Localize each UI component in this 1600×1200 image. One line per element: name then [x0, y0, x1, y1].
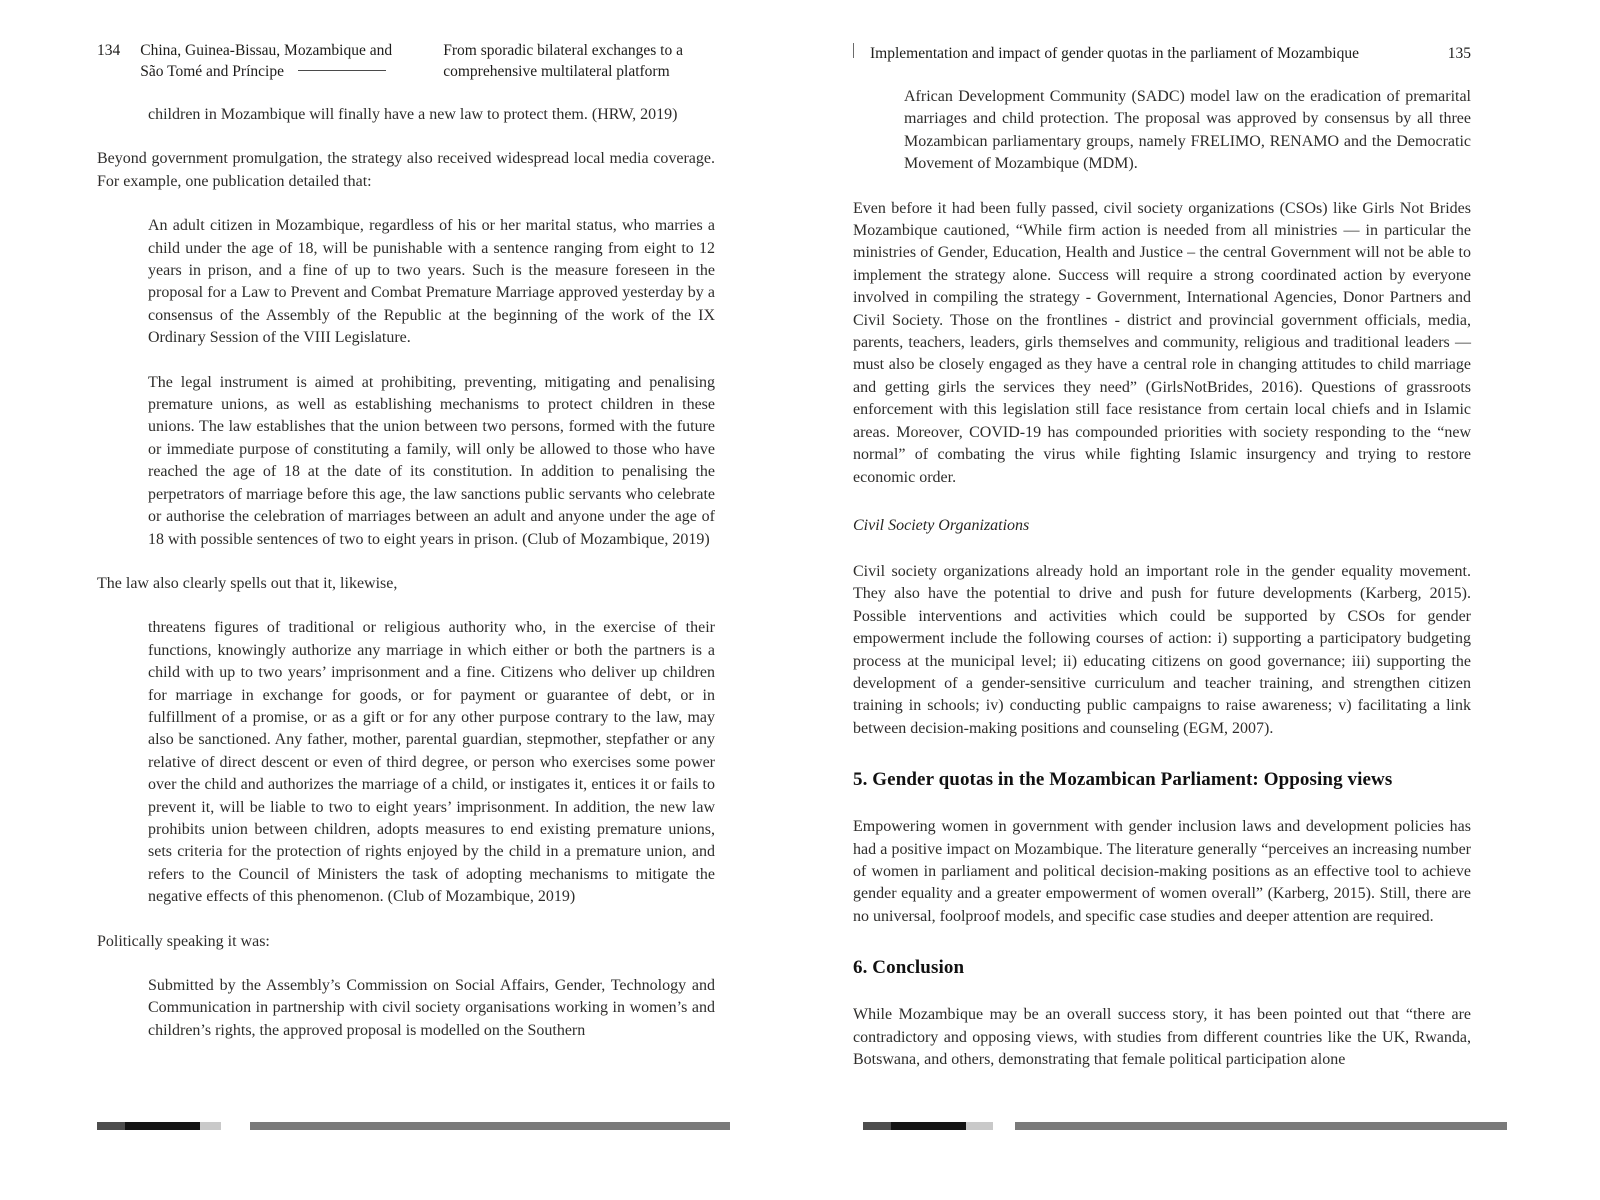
left-page-header: [97, 40, 715, 82]
header-divider-bar: [853, 43, 854, 58]
blockquote: An adult citizen in Mozambique, regardless of his or her marital status, who marries a child under the age of 18, will be punishable with a sentence ranging from eight to 12 years in prison, and a fine of up to two years. Such is the measure foreseen in the proposal for a Law to Prevent and Combat Premature Marriage approved yesterday by a consensus of the Assembly of the Republic at the beginning of the work of the IX Ordinary Session of the VIII Legislature.: [148, 217, 715, 347]
section-heading-6: 6. Conclusion: [853, 957, 965, 979]
paragraph: Empowering women in government with gender inclusion laws and development policies has had a positive impact on Mozambique. The literature generally “perceives an increasing number of women in parliament and political decision-making positions as an effective tool to achieve gender equality and a greater empowerment of women overall” (Karberg, 2015). Still, there are no universal, foolproof models, and specific case studies and deeper attention are required.: [853, 818, 1471, 925]
page-135: [853, 40, 1471, 1093]
page-number-left: 134: [97, 42, 121, 59]
footer-segment-light: [966, 1122, 993, 1130]
paragraph: The law also clearly spells out that it, likewise,: [97, 574, 398, 592]
running-title-right: Implementation and impact of gender quotas in the parliament of Mozambique: [870, 45, 1359, 62]
footer-segment-dark: [863, 1122, 891, 1130]
blockquote: African Development Community (SADC) model law on the eradication of premarital marriages and child protection. The proposal was approved by consensus by all three Mozambican parliamentary groups, namely FRELIMO, RENAMO and the Democratic Movement of Mozambique (MDM).: [904, 88, 1471, 173]
running-title-left: [140, 40, 405, 82]
paragraph: While Mozambique may be an overall success story, it has been pointed out that “there are contradictory and opposing views, with studies from different countries like the UK, Rwanda, Botswana, and others, demonstrating that female political participation alone: [853, 1006, 1471, 1068]
footer-segment-light: [200, 1122, 221, 1130]
footer-segment-dark: [97, 1122, 125, 1130]
footer-bar-right: [1015, 1122, 1507, 1130]
running-title-line1: China, Guinea-Bissau, Mozambique and: [140, 42, 393, 59]
section-heading-5: 5. Gender quotas in the Mozambican Parliament: Opposing views: [853, 769, 1393, 791]
footer-segment-black: [125, 1122, 200, 1130]
paragraph: Civil society organizations already hold an important role in the gender equality movement. They also have the potential to drive and push for future developments (Karberg, 2015). Possible interventions and activities which could be supported by CSOs for gender empowerment include the following courses of action: i) supporting a participatory budgeting process at the municipal level; ii) educating citizens on good governance; iii) supporting the development of a gender-sensitive curriculum and teacher training, and strengthen citizen training in schools; iv) conducting public campaigns to raise awareness; v) facilitating a link between decision-making positions and counseling (EGM, 2007).: [853, 562, 1471, 737]
running-title-line2: São Tomé and Príncipe: [140, 63, 284, 80]
quote-continuation: children in Mozambique will finally have a new law to protect them. (HRW, 2019): [148, 106, 678, 123]
footer-ornament-right-cluster: [863, 1122, 993, 1130]
subheading-civil-society-organizations: Civil Society Organizations: [853, 516, 1030, 534]
paragraph: Politically speaking it was:: [97, 932, 270, 950]
chapter-title-line2: comprehensive multilateral platform: [443, 63, 670, 80]
chapter-title: [443, 40, 683, 82]
chapter-title-line1: From sporadic bilateral exchanges to a: [443, 42, 683, 59]
page-134: [97, 40, 715, 1064]
paragraph: Even before it had been fully passed, civil society organizations (CSOs) like Girls Not Brides Mozambique cautioned, “While firm action is needed from all ministries — in particular the ministries of Gender, Education, Health and Justice – the central Government will not be able to implement the strategy alone. Success will require a strong coordinated action by everyone involved in compiling the strategy - Government, International Agencies, Donor Partners and Civil Society. Those on the frontlines - district and provincial government officials, media, parents, teachers, leaders, girls themselves and community, religious and traditional leaders — must also be closely engaged as they have a central role in changing attitudes to child marriage and getting girls the services they need” (GirlsNotBrides, 2016). Questions of grassroots enforcement with this legislation still face resistance from certain local chiefs and in Islamic areas. Moreover, COVID-19 has compounded priorities with society responding to the “new normal” of combating the virus while fighting Islamic insurgency and trying to restore economic order.: [853, 199, 1471, 486]
footer-ornament-left-cluster: [97, 1122, 221, 1130]
blockquote: The legal instrument is aimed at prohibiting, preventing, mitigating and penalising premature unions, as well as establishing mechanisms to protect children in these unions. The law establishes that the union between two persons, formed with the future or immediate purpose of constituting a family, will only be allowed to those who have reached the age of 18 at the date of its constitution. In addition to penalising the perpetrators of marriage before this age, the law sanctions public servants who celebrate or authorise the celebration of marriages between an adult and anyone under the age of 18 with possible sentences of two to eight years in prison. (Club of Mozambique, 2019): [148, 373, 715, 548]
right-page-header: [853, 40, 1471, 64]
footer-segment-black: [891, 1122, 966, 1130]
blockquote: threatens figures of traditional or religious authority who, in the exercise of their functions, knowingly authorize any marriage in which either or both the partners is a child with up to two years’ imprisonment and a fine. Citizens who deliver up children for marriage in exchange for goods, or for payment or guarantee of debt, or in fulfillment of a promise, or as a gift or for any other purpose contrary to the law, may also be sanctioned. Any father, mother, parental guardian, stepmother, stepfather or any relative of direct descent or even of third degree, or person who exercises some power over the child and authorizes the marriage of a child, or instigates it, entices it or fails to prevent it, will be liable to two to eight years’ imprisonment. In addition, the new law prohibits union between children, adopts measures to end existing premature unions, sets criteria for the protection of rights enjoyed by the child in a premature union, and refers to the Council of Ministers the task of adopting mechanisms to mitigate the negative effects of this phenomenon. (Club of Mozambique, 2019): [148, 619, 715, 906]
header-rule: [298, 70, 386, 71]
paragraph: Beyond government promulgation, the strategy also received widespread local media coverage. For example, one publication detailed that:: [97, 150, 715, 190]
blockquote: Submitted by the Assembly’s Commission on Social Affairs, Gender, Technology and Communication in partnership with civil society organisations working in women’s and children’s rights, the approved proposal is modelled on the Southern: [148, 977, 715, 1039]
page-number-right: 135: [1447, 45, 1471, 62]
footer-bar-left: [250, 1122, 730, 1130]
